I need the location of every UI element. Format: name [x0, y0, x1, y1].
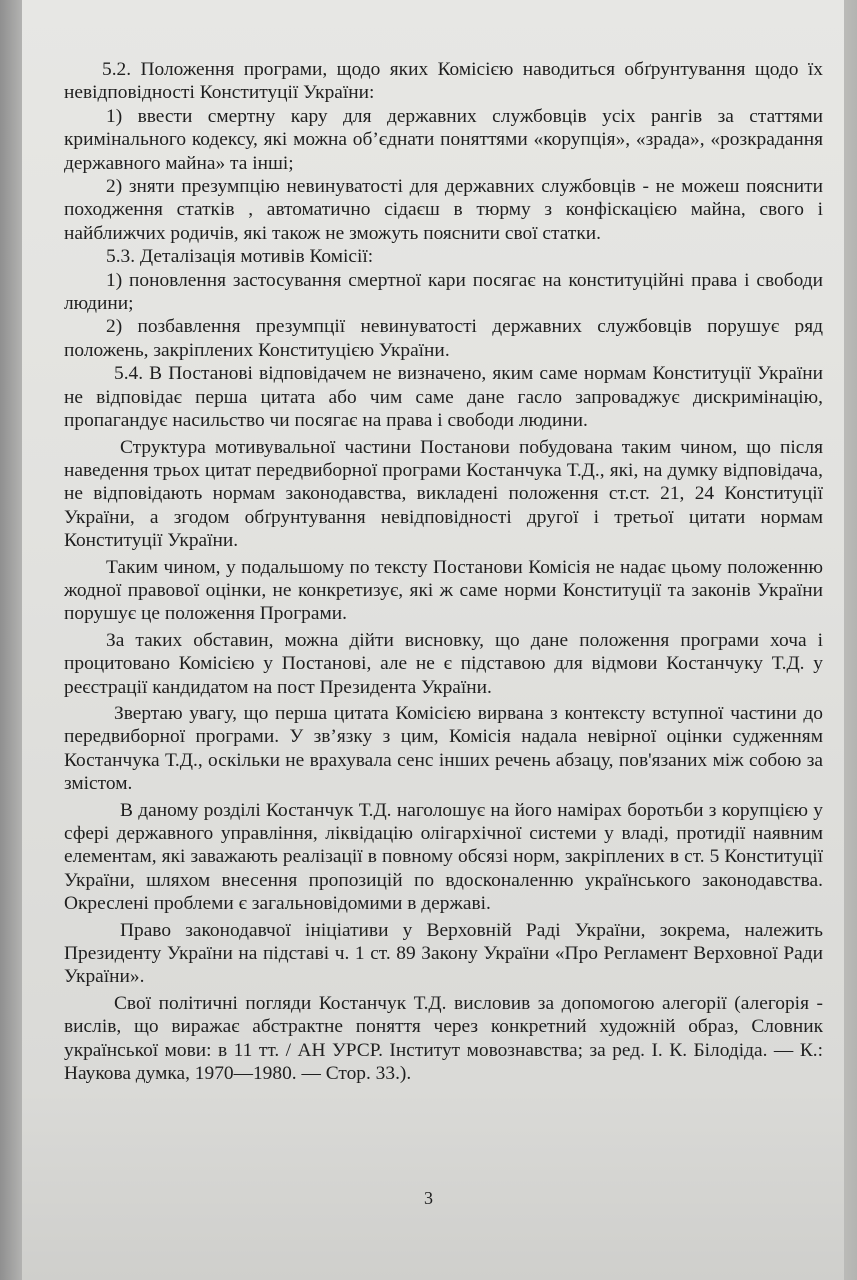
paragraph-conclusion: За таких обставин, можна дійти висновку, що дане положення програми хоча і процитовано Комісією у Постанові, але не є підставою для відмови Костанчуку Т.Д. у реєстрації кандидатом на пост Президента України. [64, 629, 823, 698]
paragraph-motive-1: 1) поновлення застосування смертної кари посягає на конституційні права і свободи людини; [64, 269, 823, 315]
paragraph-initiative: Право законодавчої ініціативи у Верховній Раді України, зокрема, належить Президенту України на підставі ч. 1 ст. 89 Закону України «Про Регламент Верховної Ради України». [64, 919, 823, 988]
paragraph-item-2: 2) зняти презумпцію невинуватості для державних службовців - не можеш пояснити походження статків , автоматично сідаєш в тюрму з конфіскацією майна, свого і найближчих родичів, які також не зможуть пояснити свої статки. [64, 176, 823, 244]
page-number: 3 [424, 1188, 433, 1208]
paragraph-section: В даному розділі Костанчук Т.Д. наголошує на його намірах боротьби з корупцією у сфері державного управління, ліквідацію олігархічної системи у владі, протидії наявним елементам, які заважають реалізації в повному обсязі норм, закріплених в ст. 5 Конституції України, шляхом внесення пропозицій по вдосконаленню українського законодавства. Окреслені проблеми є загальновідомими в державі. [64, 799, 823, 915]
document-body [64, 58, 823, 1085]
paragraph-allegory: Свої політичні погляди Костанчук Т.Д. висловив за допомогою алегорії (алегорія - вислів, що виражає абстрактне поняття через конкретний художній образ, Словник української мови: в 11 тт. / АН УРСР. Інститут мовознавства; за ред. І. К. Білодіда. — К.: Наукова думка, 1970—1980. — Стор. 33.). [64, 992, 823, 1085]
paragraph-5-4: 5.4. В Постанові відповідачем не визначено, яким саме нормам Конституції України не відповідає перша цитата або чим саме дане гасло запроваджує дискримінацію, пропагандує насильство чи посягає на права і свободи людини. [64, 363, 823, 432]
paragraph-thus: Таким чином, у подальшому по тексту Постанови Комісія не надає цьому положенню жодної правової оцінки, не конкретизує, які ж саме норми Конституції та законів України порушує це положення Програми. [64, 556, 823, 625]
paragraph-item-1: 1) ввести смертну кару для державних службовців усіх рангів за статтями кримінального кодексу, які можна об’єднати поняттями «корупція», «зрада», «розкрадання державного майна» та інші; [64, 105, 823, 174]
paragraph-structure: Структура мотивувальної частини Постанови побудована таким чином, що після наведення трьох цитат передвиборної програми Костанчука Т.Д., які, на думку відповідача, не відповідають нормам законодавства, викладені положення ст.ст. 21, 24 Конституції України, а згодом обґрунтування невідповідності другої і третьої цитати нормам Конституції України. [64, 436, 823, 552]
paragraph-attention: Звертаю увагу, що перша цитата Комісією вирвана з контексту вступної частини до передвиборної програми. У зв’язку з цим, Комісія надала невірної оцінки судженням Костанчука Т.Д., оскільки не врахувала сенс інших речень абзацу, пов'язаних між собою за змістом. [64, 702, 823, 795]
paragraph-5-3: 5.3. Деталізація мотивів Комісії: [106, 246, 374, 268]
paragraph-5-2: 5.2. Положення програми, щодо яких Комісією наводиться обґрунтування щодо їх невідповідності Конституції України: [64, 59, 823, 104]
paragraph-motive-2: 2) позбавлення презумпції невинуватості державних службовців порушує ряд положень, закріплених Конституцією України. [64, 316, 823, 361]
